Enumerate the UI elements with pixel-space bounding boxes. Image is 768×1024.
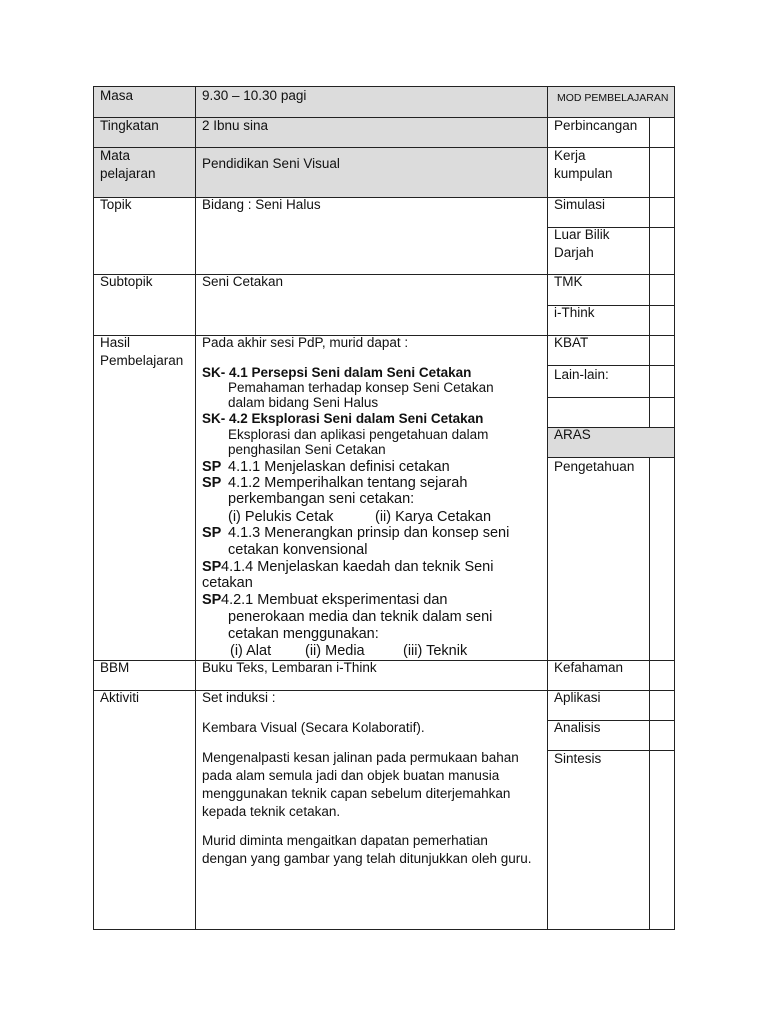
aktiviti-p1: Set induksi : <box>202 690 276 705</box>
sp5-line2: penerokaan media dan teknik dalam seni <box>228 609 493 625</box>
aplikasi-check[interactable] <box>649 690 675 721</box>
mata-value: Pendidikan Seni Visual <box>202 156 340 171</box>
sp5-item-ii: (ii) Media <box>305 643 365 659</box>
sk2-line2: penghasilan Seni Cetakan <box>228 442 386 457</box>
sk1-line1: Pemahaman terhadap konsep Seni Cetakan <box>228 380 494 395</box>
masa-value: 9.30 – 10.30 pagi <box>202 88 307 103</box>
sk2-title: SK- 4.2 Eksplorasi Seni dalam Seni Cetakan <box>202 411 484 426</box>
sp5-line3: cetakan menggunakan: <box>228 626 379 642</box>
bbm-value: Buku Teks, Lembaran i-Think <box>202 660 377 675</box>
topik-label: Topik <box>100 197 132 212</box>
pengetahuan-label: Pengetahuan <box>554 459 635 474</box>
analisis-check[interactable] <box>649 720 675 751</box>
sp3-line1: 4.1.3 Menerangkan prinsip dan konsep seni <box>228 525 510 541</box>
lain-blank-check[interactable] <box>649 397 675 428</box>
bbm-label: BBM <box>100 660 130 675</box>
sp3-line2: cetakan konvensional <box>228 542 368 558</box>
perbincangan-label: Perbincangan <box>554 118 638 133</box>
aktiviti-p4: Murid diminta mengaitkan dapatan pemerhatian dengan yang gambar yang telah ditunjukkan oleh guru. <box>202 833 532 866</box>
hasil-intro: Pada akhir sesi PdP, murid dapat : <box>202 335 409 350</box>
kerja-check[interactable] <box>649 147 675 198</box>
kefahaman-label: Kefahaman <box>554 660 624 675</box>
kbat-label: KBAT <box>554 335 589 350</box>
aktiviti-label: Aktiviti <box>100 690 140 705</box>
luar-label-line1: Luar Bilik <box>554 227 610 242</box>
sp4-line2: cetakan <box>202 575 253 591</box>
aktiviti-p3: Mengenalpasti kesan jalinan pada permukaan bahan pada alam semula jadi dan objek buatan manusia menggunakan teknik capan sebelum diterjemahkan kepada teknik cetakan. <box>202 750 519 819</box>
hasil-label-line2: Pembelajaran <box>100 353 184 368</box>
sk1-title: SK- 4.1 Persepsi Seni dalam Seni Cetakan <box>202 365 472 380</box>
lain-check[interactable] <box>649 365 675 398</box>
sintesis-check[interactable] <box>649 750 675 930</box>
kerja-label-line2: kumpulan <box>554 166 613 181</box>
sp5-label: SP <box>202 592 222 608</box>
tmk-label: TMK <box>554 274 583 289</box>
mata-label-line1: Mata <box>100 148 131 163</box>
tingkatan-value: 2 Ibnu sina <box>202 118 269 133</box>
tingkatan-label: Tingkatan <box>100 118 159 133</box>
mata-label-line2: pelajaran <box>100 166 156 181</box>
hasil-label-cell <box>93 335 196 661</box>
kefahaman-check[interactable] <box>649 660 675 691</box>
lain-blank-cell <box>547 397 650 428</box>
simulasi-label: Simulasi <box>554 197 606 212</box>
ithink-label: i-Think <box>554 305 595 320</box>
sp1-text: 4.1.1 Menjelaskan definisi cetakan <box>228 459 450 475</box>
sp5-line1: 4.2.1 Membuat eksperimentasi dan <box>221 592 448 608</box>
kbat-check[interactable] <box>649 335 675 366</box>
ithink-check[interactable] <box>649 305 675 336</box>
subtopik-label: Subtopik <box>100 274 153 289</box>
tmk-check[interactable] <box>649 274 675 306</box>
sk1-line2: dalam bidang Seni Halus <box>228 395 379 410</box>
lain-label: Lain-lain: <box>554 367 609 382</box>
sk2-line1: Eksplorasi dan aplikasi pengetahuan dalam <box>228 427 489 442</box>
sp2-line2: perkembangan seni cetakan: <box>228 491 415 507</box>
pengetahuan-cell <box>547 457 650 661</box>
analisis-label: Analisis <box>554 720 601 735</box>
kerja-label-line1: Kerja <box>554 148 586 163</box>
sp5-item-iii: (iii) Teknik <box>403 643 468 659</box>
sintesis-label: Sintesis <box>554 751 602 766</box>
sp2-item-i: (i) Pelukis Cetak <box>228 509 334 525</box>
pengetahuan-check[interactable] <box>649 457 675 661</box>
luar-label-line2: Darjah <box>554 245 594 260</box>
topik-value: Bidang : Seni Halus <box>202 197 321 212</box>
sp2-item-ii: (ii) Karya Cetakan <box>375 509 492 525</box>
aktiviti-p2: Kembara Visual (Secara Kolaboratif). <box>202 720 425 735</box>
hasil-label-line1: Hasil <box>100 335 131 350</box>
mod-header: MOD PEMBELAJARAN <box>557 92 669 104</box>
perbincangan-check[interactable] <box>649 117 675 148</box>
sp5-item-i: (i) Alat <box>230 643 272 659</box>
aras-header: ARAS <box>554 427 591 442</box>
aplikasi-label: Aplikasi <box>554 690 601 705</box>
sp2-line1: 4.1.2 Memperihalkan tentang sejarah <box>228 475 468 491</box>
masa-label: Masa <box>100 88 134 103</box>
sintesis-cell <box>547 750 650 930</box>
sp4-label: SP <box>202 559 222 575</box>
aktiviti-label-cell <box>93 690 196 930</box>
sp2-label: SP <box>202 475 222 491</box>
luar-check[interactable] <box>649 227 675 275</box>
simulasi-check[interactable] <box>649 197 675 228</box>
sp4-line1: 4.1.4 Menjelaskan kaedah dan teknik Seni <box>221 559 494 575</box>
sp3-label: SP <box>202 525 222 541</box>
sp1-label: SP <box>202 459 222 475</box>
subtopik-value: Seni Cetakan <box>202 274 284 289</box>
